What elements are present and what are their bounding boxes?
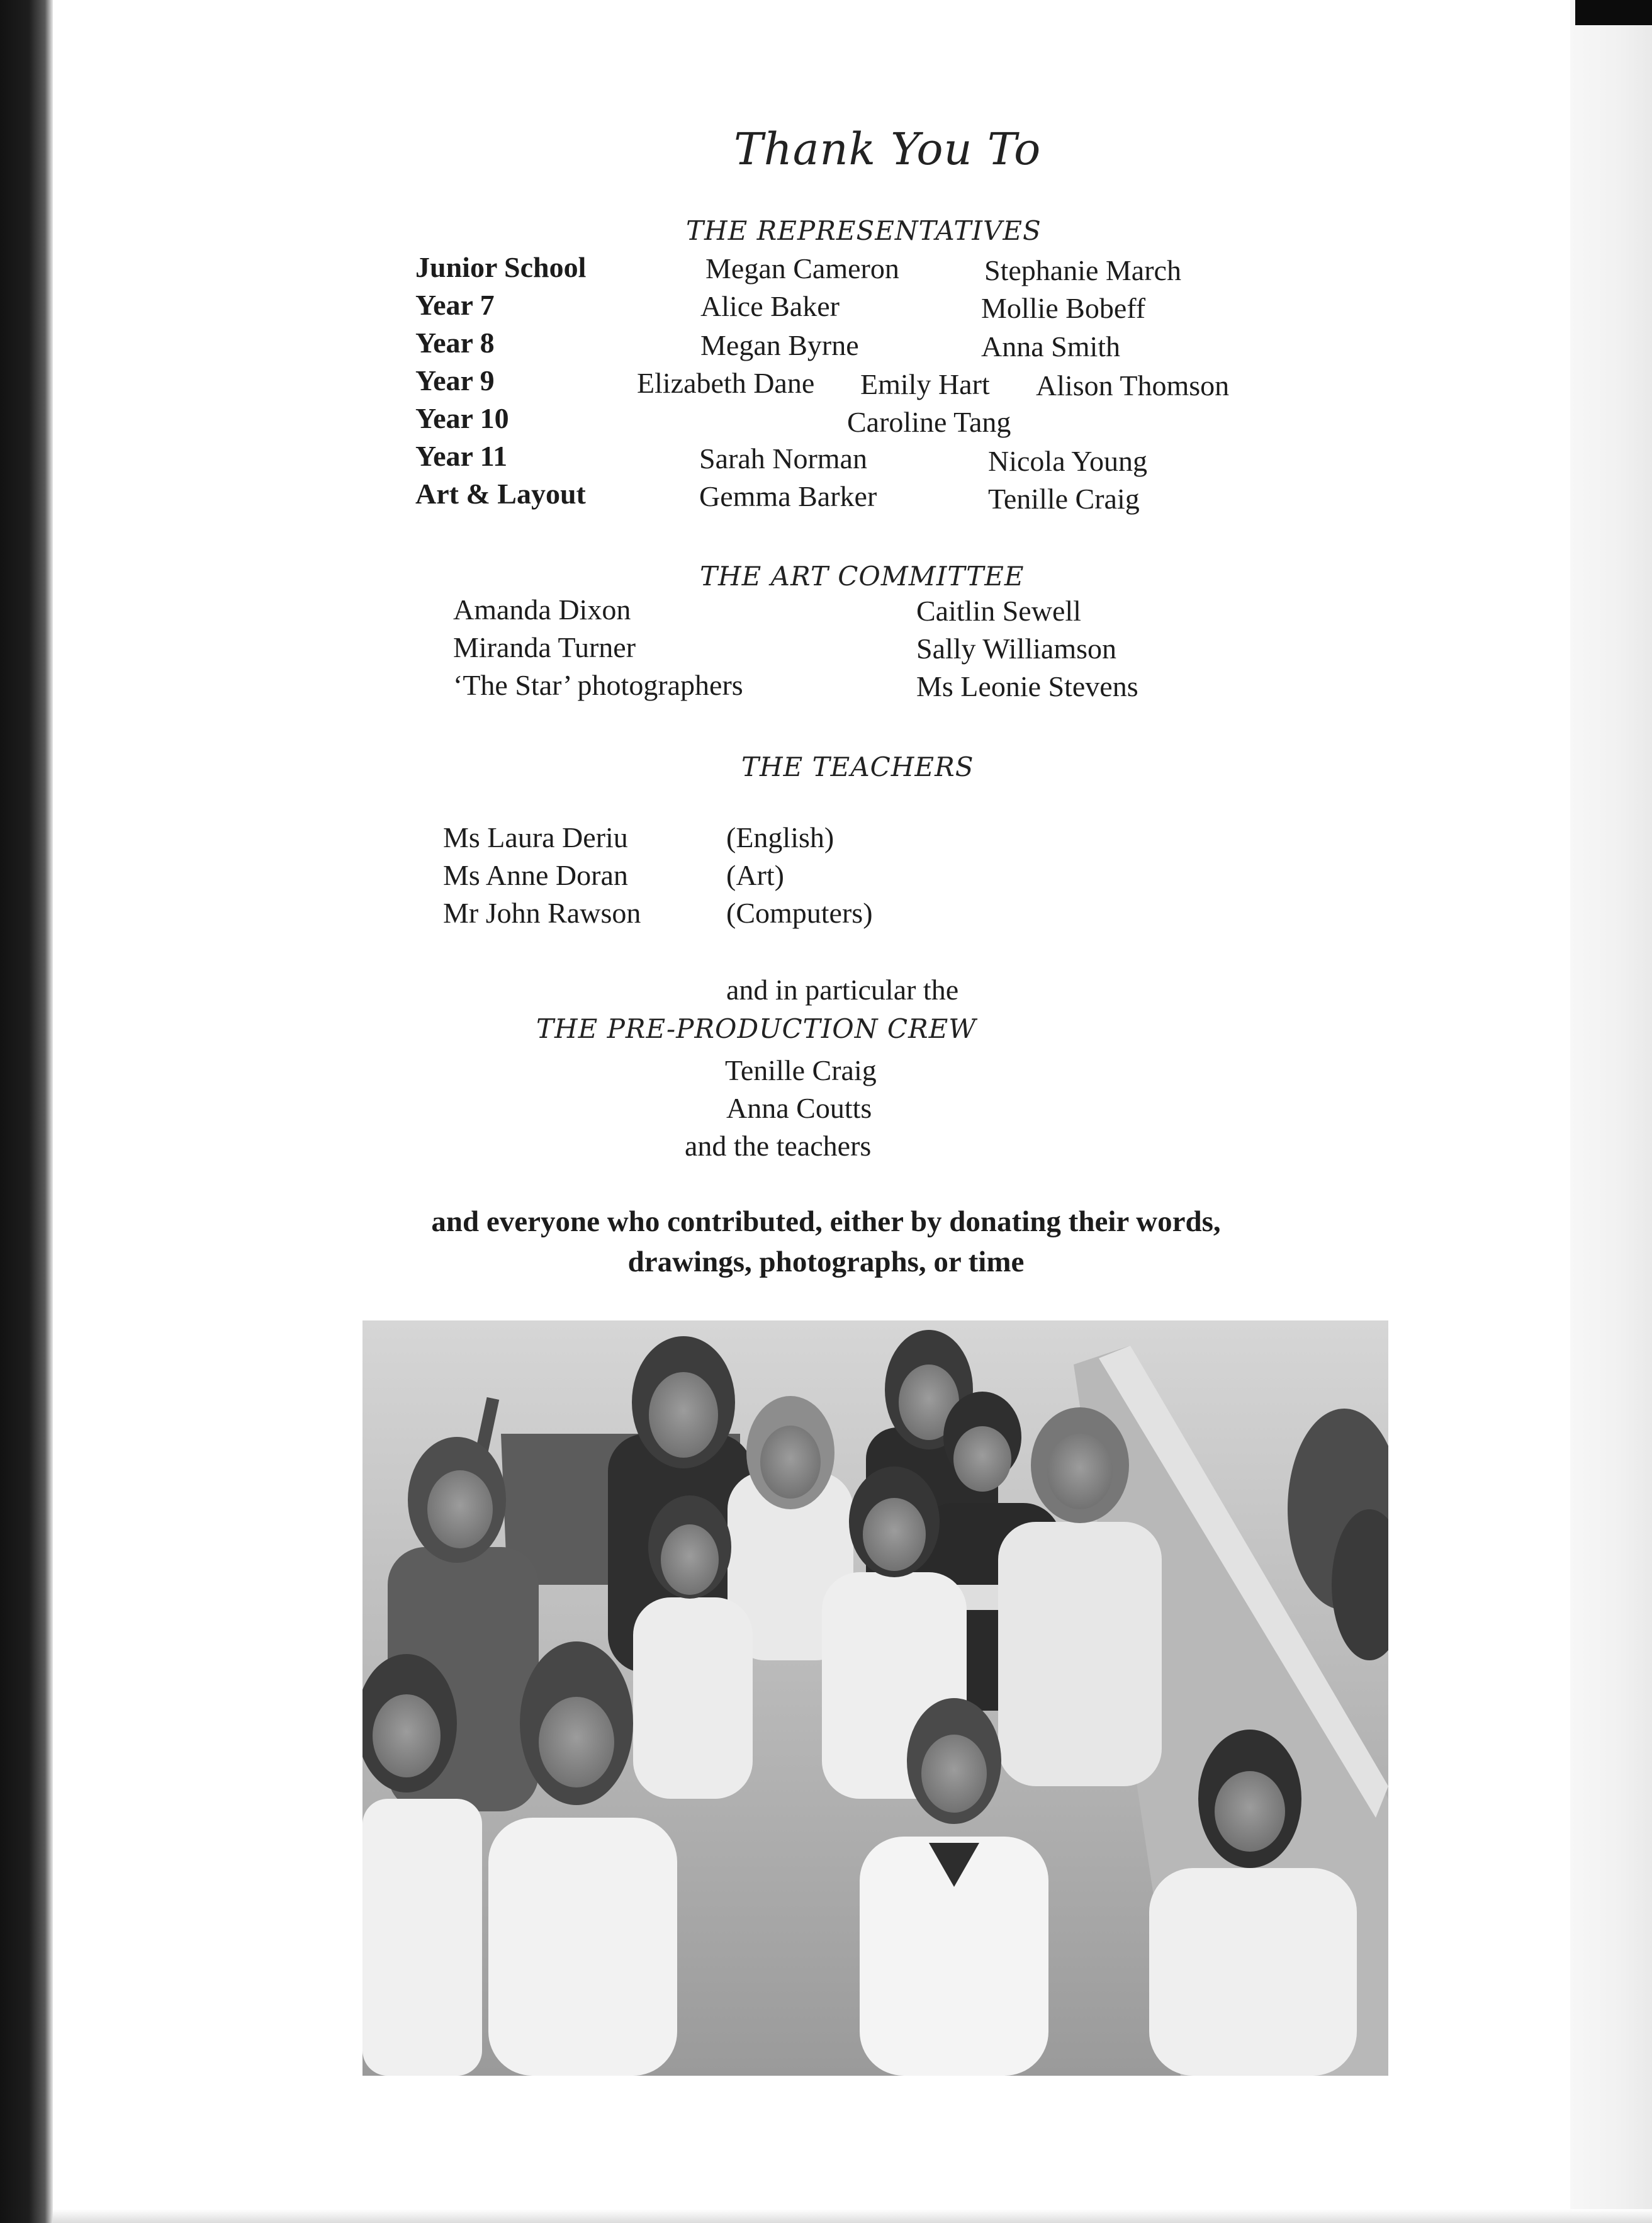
rep-name: Alice Baker	[700, 290, 840, 322]
rep-name: Alison Thomson	[1036, 369, 1230, 402]
rep-name: Emily Hart	[860, 368, 990, 400]
page-title: Thank You To	[734, 123, 1042, 175]
bottom-edge-shadow	[53, 2209, 1652, 2223]
facing-page-corner	[1575, 0, 1652, 25]
rep-name: Mollie Bobeff	[981, 292, 1146, 324]
closing-line-1: and everyone who contributed, either by donating their words,	[431, 1205, 1221, 1238]
teacher-name: Mr John Rawson	[443, 897, 641, 929]
group-label: Year 7	[415, 289, 495, 321]
pre-production-intro: and in particular the	[726, 974, 959, 1006]
page-spine-shadow	[0, 0, 53, 2223]
representatives-heading: THE REPRESENTATIVES	[686, 215, 1042, 246]
committee-member: ‘The Star’ photographers	[453, 669, 743, 701]
teacher-subject: (Computers)	[726, 897, 873, 929]
rep-name: Tenille Craig	[988, 483, 1140, 515]
group-label: Year 8	[415, 327, 495, 359]
teachers-heading: THE TEACHERS	[741, 751, 974, 782]
group-label: Year 10	[415, 402, 509, 434]
teacher-subject: (English)	[726, 821, 834, 853]
art-committee-heading: THE ART COMMITTEE	[700, 561, 1025, 592]
teacher-name: Ms Laura Deriu	[443, 821, 628, 853]
facing-page-edge	[1570, 0, 1652, 2223]
rep-name: Megan Cameron	[705, 252, 899, 284]
committee-member: Sally Williamson	[916, 633, 1117, 665]
group-photo-image	[362, 1320, 1388, 2076]
group-photo	[362, 1320, 1388, 2076]
committee-member: Miranda Turner	[453, 631, 636, 663]
group-label: Year 9	[415, 364, 495, 397]
group-label: Art & Layout	[415, 478, 586, 510]
rep-name: Elizabeth Dane	[637, 367, 815, 399]
rep-name: Megan Byrne	[700, 329, 859, 361]
rep-name: Stephanie March	[984, 254, 1181, 286]
committee-member: Ms Leonie Stevens	[916, 670, 1138, 702]
group-label: Year 11	[415, 440, 508, 472]
rep-name: Sarah Norman	[699, 442, 867, 475]
crew-member: Anna Coutts	[726, 1092, 872, 1124]
committee-member: Caitlin Sewell	[916, 595, 1081, 627]
crew-member: and the teachers	[685, 1130, 872, 1162]
pre-production-heading: THE PRE-PRODUCTION CREW	[536, 1013, 977, 1044]
teacher-subject: (Art)	[726, 859, 784, 891]
committee-member: Amanda Dixon	[453, 594, 631, 626]
teacher-name: Ms Anne Doran	[443, 859, 628, 891]
rep-name: Anna Smith	[981, 330, 1121, 363]
rep-name: Caroline Tang	[847, 406, 1011, 438]
rep-name: Gemma Barker	[699, 480, 877, 512]
group-label: Junior School	[415, 251, 587, 283]
crew-member: Tenille Craig	[725, 1054, 877, 1086]
closing-line-2: drawings, photographs, or time	[627, 1246, 1025, 1278]
rep-name: Nicola Young	[988, 445, 1148, 477]
